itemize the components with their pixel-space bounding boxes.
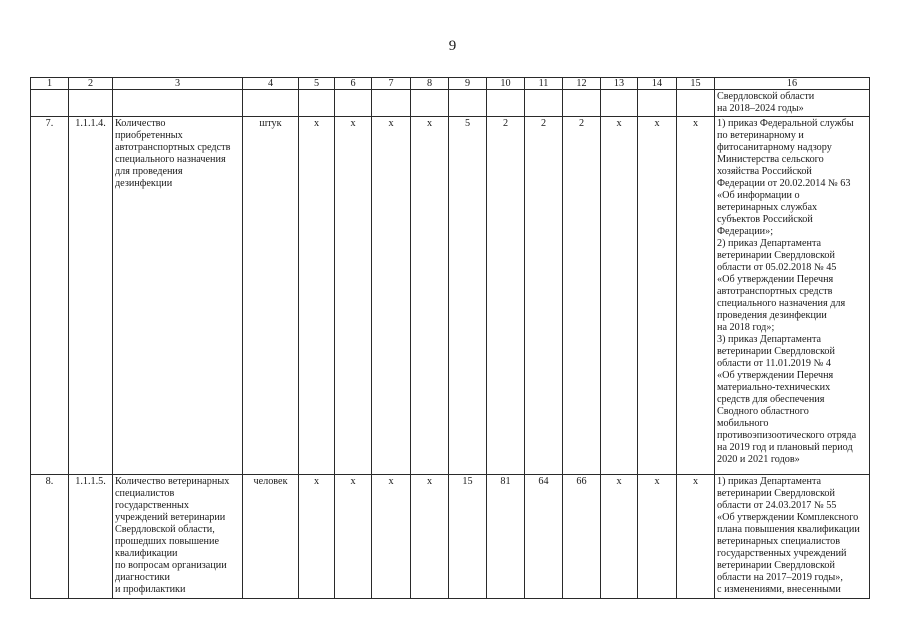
- text-line: ветеринарии Свердловской: [717, 346, 835, 357]
- column-header: 4: [243, 78, 299, 90]
- text-line: мобильного: [717, 418, 769, 429]
- indicators-table: [30, 77, 870, 599]
- text-line: фитосанитарному надзору: [717, 142, 832, 153]
- value-cell: х: [601, 475, 638, 599]
- text-line: для проведения: [115, 166, 183, 177]
- text-line: прошедших повышение: [115, 536, 219, 547]
- text-line: Количество ветеринарных: [115, 476, 230, 487]
- value-cell: 2: [525, 117, 563, 475]
- column-header: 11: [525, 78, 563, 90]
- value-cell: х: [411, 475, 449, 599]
- text-line: государственных учреждений: [717, 548, 847, 559]
- column-header: 5: [299, 78, 335, 90]
- column-number-row: [31, 78, 870, 90]
- text-line: специального назначения: [115, 154, 226, 165]
- text-line: 2) приказ Департамента: [717, 238, 822, 249]
- text-line: и профилактики: [115, 584, 186, 595]
- column-header: 9: [449, 78, 487, 90]
- value-cell: х: [372, 475, 411, 599]
- text-line: материально-технических: [717, 382, 831, 393]
- continuation-source-cell: [715, 90, 870, 117]
- text-line: на 2018 год»;: [717, 322, 775, 333]
- text-line: по вопросам организации: [115, 560, 227, 571]
- row-code: 1.1.1.5.: [69, 475, 113, 599]
- column-header: 2: [69, 78, 113, 90]
- value-cell: х: [335, 475, 372, 599]
- value-cell: х: [638, 117, 677, 475]
- column-header: 8: [411, 78, 449, 90]
- value-cell: х: [638, 475, 677, 599]
- text-line: учреждений ветеринарии: [115, 512, 226, 523]
- text-line: 1) приказ Федеральной службы: [717, 118, 854, 129]
- value-cell: х: [677, 475, 715, 599]
- text-line: на 2018–2024 годы»: [717, 103, 804, 114]
- value-cell: х: [335, 117, 372, 475]
- source-document-cell: [715, 117, 870, 475]
- column-header: 14: [638, 78, 677, 90]
- text-line: автотранспортных средств: [115, 142, 231, 153]
- text-line: «Об утверждении Перечня: [717, 370, 834, 381]
- text-line: на 2019 год и плановый период: [717, 442, 853, 453]
- text-line: области от 11.01.2019 № 4: [717, 358, 831, 369]
- text-line: субъектов Российской: [717, 214, 813, 225]
- value-cell: 66: [563, 475, 601, 599]
- text-line: ветеринарных службах: [717, 202, 818, 213]
- value-cell: х: [372, 117, 411, 475]
- value-cell: 5: [449, 117, 487, 475]
- row-number: 7.: [31, 117, 69, 475]
- text-line: 2020 и 2021 годов»: [717, 454, 800, 465]
- text-line: области на 2017–2019 годы»,: [717, 572, 843, 583]
- value-cell: 81: [487, 475, 525, 599]
- value-cell: 15: [449, 475, 487, 599]
- text-line: хозяйства Российской: [717, 166, 812, 177]
- column-header: 1: [31, 78, 69, 90]
- text-line: 1) приказ Департамента: [717, 476, 822, 487]
- column-header: 10: [487, 78, 525, 90]
- text-line: с изменениями, внесенными: [717, 584, 841, 595]
- text-line: «Об утверждении Перечня: [717, 274, 834, 285]
- text-line: квалификации: [115, 548, 178, 559]
- text-line: Свердловской области,: [115, 524, 215, 535]
- text-line: Федерации от 20.02.2014 № 63: [717, 178, 851, 189]
- row-number: 8.: [31, 475, 69, 599]
- unit-cell: человек: [243, 475, 299, 599]
- value-cell: 64: [525, 475, 563, 599]
- page-number: 9: [448, 38, 457, 54]
- text-line: Министерства сельского: [717, 154, 824, 165]
- text-line: области от 05.02.2018 № 45: [717, 262, 837, 273]
- text-line: ветеринарии Свердловской: [717, 560, 835, 571]
- text-line: «Об утверждении Комплексного: [717, 512, 859, 523]
- value-cell: х: [601, 117, 638, 475]
- column-header: 3: [113, 78, 243, 90]
- text-line: Сводного областного: [717, 406, 809, 417]
- column-header: 6: [335, 78, 372, 90]
- value-cell: х: [411, 117, 449, 475]
- text-line: «Об информации о: [717, 190, 800, 201]
- value-cell: х: [299, 117, 335, 475]
- text-line: средств для обеспечения: [717, 394, 825, 405]
- column-header: 15: [677, 78, 715, 90]
- text-line: Федерации»;: [717, 226, 774, 237]
- text-line: автотранспортных средств: [717, 286, 833, 297]
- text-line: диагностики: [115, 572, 170, 583]
- text-line: Свердловской области: [717, 91, 815, 102]
- value-cell: х: [677, 117, 715, 475]
- text-line: специального назначения для: [717, 298, 846, 309]
- table-row: [31, 475, 870, 599]
- text-line: специалистов: [115, 488, 175, 499]
- source-document-cell: [715, 475, 870, 599]
- value-cell: 2: [563, 117, 601, 475]
- table-row: [31, 117, 870, 475]
- row-code: 1.1.1.4.: [69, 117, 113, 475]
- text-line: ветеринарных специалистов: [717, 536, 841, 547]
- text-line: Количество: [115, 118, 166, 129]
- indicator-name: [113, 475, 243, 599]
- continuation-row: [31, 90, 870, 117]
- unit-cell: штук: [243, 117, 299, 475]
- text-line: 3) приказ Департамента: [717, 334, 822, 345]
- text-line: дезинфекции: [115, 178, 173, 189]
- text-line: проведения дезинфекции: [717, 310, 827, 321]
- text-line: противоэпизоотического отряда: [717, 430, 857, 441]
- text-line: по ветеринарному и: [717, 130, 804, 141]
- indicator-name: [113, 117, 243, 475]
- value-cell: х: [299, 475, 335, 599]
- column-header: 16: [715, 78, 870, 90]
- text-line: ветеринарии Свердловской: [717, 250, 835, 261]
- column-header: 12: [563, 78, 601, 90]
- text-line: ветеринарии Свердловской: [717, 488, 835, 499]
- text-line: государственных: [115, 500, 189, 511]
- text-line: плана повышения квалификации: [717, 524, 860, 535]
- column-header: 13: [601, 78, 638, 90]
- text-line: приобретенных: [115, 130, 183, 141]
- column-header: 7: [372, 78, 411, 90]
- value-cell: 2: [487, 117, 525, 475]
- text-line: области от 24.03.2017 № 55: [717, 500, 837, 511]
